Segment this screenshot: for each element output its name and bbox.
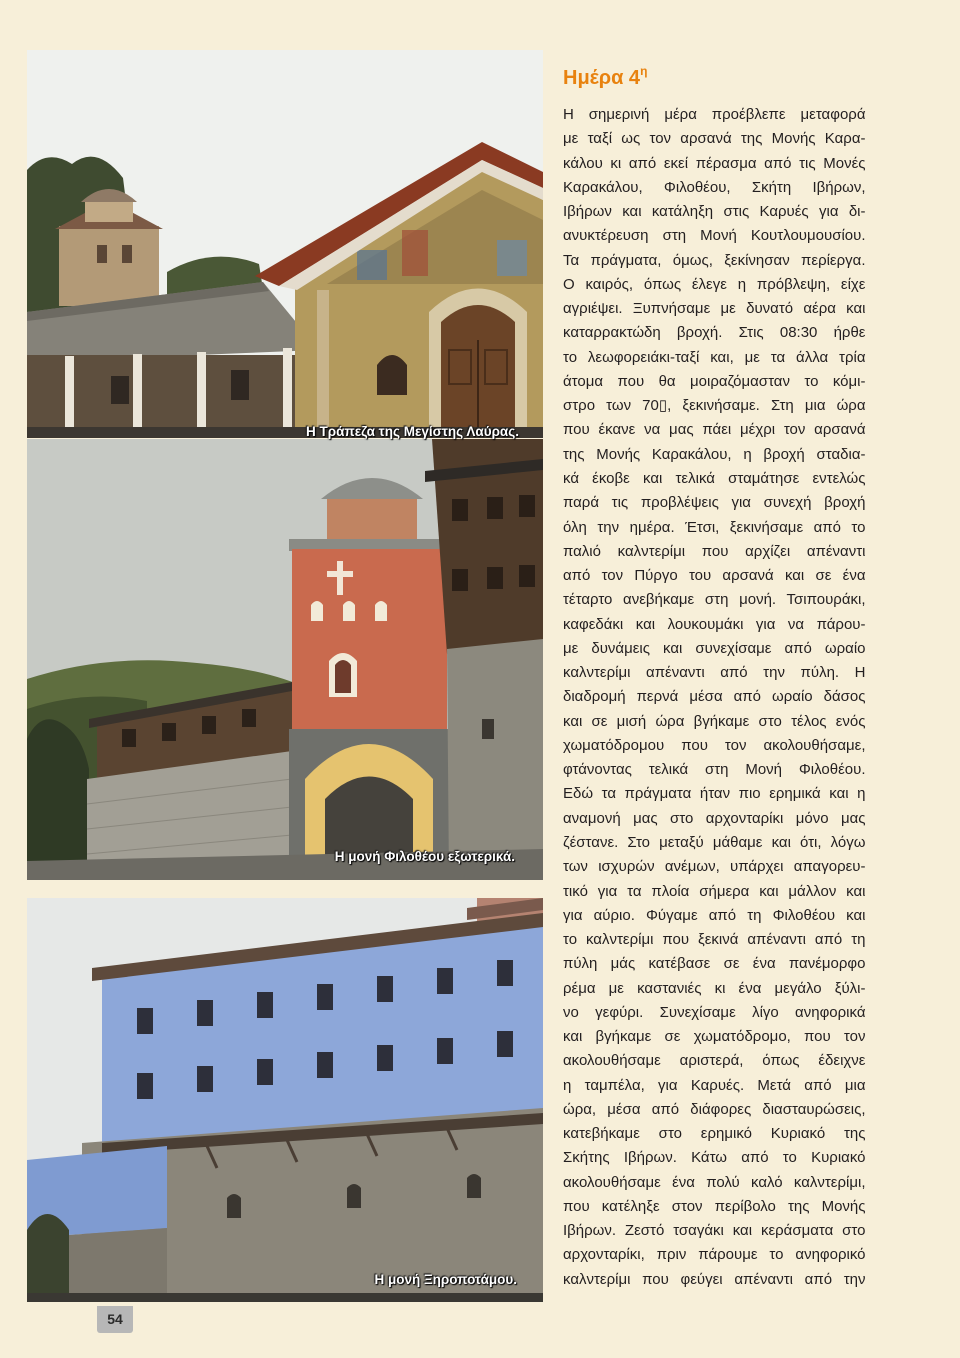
body-text-line-text: αγριέψει. Ξυπνήσαμε με δυνατό αέρα και xyxy=(563,300,866,318)
body-text-line-text: Η σημερινή μέρα προέβλεπε μεταφορά xyxy=(563,106,866,123)
body-text-line xyxy=(563,297,866,321)
body-text-line-text: και βγήκαμε σε χωματόδρομο, που τον xyxy=(563,1028,866,1046)
body-text-line xyxy=(563,1219,866,1243)
body-text-line-text: ρέμα με καστανιές κι ένα μεγάλο ξύλι- xyxy=(563,979,866,997)
photo-filotheou-monastery-exterior xyxy=(27,439,543,880)
body-text-line-text: ακολουθήσαμε αριστερά, όπως έδειχνε xyxy=(563,1052,866,1070)
body-text-line-text: ώρα, μέσα από διάφορες διασταυρώσεις, xyxy=(563,1100,866,1118)
body-text-line xyxy=(563,103,866,127)
body-text-line-text: της Μονής Καρακάλου, η βροχή σταδια- xyxy=(563,445,866,463)
photo-filotheou-image xyxy=(27,439,543,880)
body-text-line-text: τέταρτο ανεβήκαμε στη μονή. Τσιπουράκι, xyxy=(563,591,866,609)
body-text-line xyxy=(563,273,866,297)
body-text-line xyxy=(563,1268,866,1292)
body-text-line-text: το λεωφορειάκι-ταξί και, με τα άλλα τρία xyxy=(563,348,866,366)
photo-refectory-image xyxy=(27,50,543,438)
body-text-line-text: η ταμπέλα, για Καρυές. Μετά από μια xyxy=(563,1076,866,1094)
body-text-line xyxy=(563,564,866,588)
page-number: 54 xyxy=(97,1306,133,1333)
body-text-line-text: για αύριο. Φύγαμε από τη Φιλοθέου και xyxy=(563,906,866,924)
photo-caption: Η μονή Ξηροποτάμου. xyxy=(374,1272,517,1287)
body-text-line xyxy=(563,321,866,345)
body-text-line-text: Εδώ τα πράγματα ήταν πιο ερημικά και η xyxy=(563,785,866,803)
body-text-line-text: κά έκοβε και τελικά σταμάτησε εντελώς xyxy=(563,469,866,487)
body-text-line-text: ανυκτέρευση στη Μονή Κουτλουμουσίου. xyxy=(563,227,866,245)
body-text-line xyxy=(563,977,866,1001)
body-text-line xyxy=(563,152,866,176)
body-text-line-text: από τον Πύργο του αρσανά και σε ένα xyxy=(563,567,866,585)
body-text-line xyxy=(563,1243,866,1267)
body-text-line xyxy=(563,855,866,879)
body-text-line-text: των ισχυρών ανέμων, υπάρχει απαγορευ- xyxy=(563,858,866,876)
photo-megisti-lavra-refectory xyxy=(27,50,543,438)
body-text-line xyxy=(563,224,866,248)
body-text-line-text: κάλου κι από εκεί πέρασμα από τις Μονές xyxy=(563,154,866,172)
body-text-line xyxy=(563,200,866,224)
body-text-line-text: παρά τις προβλέψεις για συνεχή βροχή xyxy=(563,494,866,512)
body-text-line-text: Ιβήρων. Ζεστό τσαγάκι και κεράσματα στο xyxy=(563,1222,866,1240)
body-text-line-text: πύλη μάς κατέβασε σε ένα πανέμορφο xyxy=(563,955,866,973)
body-text-line xyxy=(563,782,866,806)
body-text-line xyxy=(563,467,866,491)
body-text-line xyxy=(563,928,866,952)
body-text-line-text: καφεδάκι και λουκουμάκι για να πάρου- xyxy=(563,615,866,633)
body-text-line-text: αναμονή μας στο αρχονταρίκι μόνο μας xyxy=(563,809,866,827)
body-text-line xyxy=(563,1098,866,1122)
body-text-line xyxy=(563,685,866,709)
body-text-line xyxy=(563,1171,866,1195)
body-text-line-text: ζέστανε. Στο μεταξύ μάθαμε και ότι, λόγω xyxy=(563,833,866,851)
body-text-line xyxy=(563,1025,866,1049)
body-text-line xyxy=(563,516,866,540)
body-text-line-text: Σκήτης Ιβήρων. Κάτω από το Κυριακό xyxy=(563,1149,866,1167)
body-text-line xyxy=(563,1195,866,1219)
article-heading-text: Ημέρα 4 xyxy=(563,67,641,89)
body-text-line-text: που κατέληξε στον περίβολο της Μονής xyxy=(563,1197,866,1215)
body-text-line-text: Ο καιρός, όπως έλεγε η πρόβλεψη, είχε xyxy=(563,275,866,293)
body-text-line xyxy=(563,1122,866,1146)
body-text-line-text: με ταξί ως τον αρσανά της Μονής Καρα- xyxy=(563,130,866,148)
body-text-line-text: καλντερίμι απέναντι από την πύλη. Η xyxy=(563,664,866,682)
body-text-line-text: με δυνάμεις και συνεχίσαμε από ωραίο xyxy=(563,639,866,657)
body-text-line xyxy=(563,394,866,418)
body-text-line xyxy=(563,346,866,370)
photo-caption: Η μονή Φιλοθέου εξωτερικά. xyxy=(334,849,515,864)
body-text-line xyxy=(563,710,866,734)
body-text-line xyxy=(563,758,866,782)
left-lower-wing xyxy=(27,1146,167,1302)
body-text-line-text: το καλντερίμι που ξεκινά απέναντι από τη xyxy=(563,931,866,949)
body-text-line-text: τικό για τα πλοία σήμερα και μάλλον και xyxy=(563,882,866,900)
article-body xyxy=(563,103,866,1292)
body-text-line xyxy=(563,831,866,855)
body-text-line xyxy=(563,1074,866,1098)
body-text-line-text: που έκανε να μας πάει μέχρι τον αρσανά xyxy=(563,421,866,439)
body-text-line xyxy=(563,1001,866,1025)
body-text-line xyxy=(563,127,866,151)
article-heading-superscript: η xyxy=(640,64,648,78)
body-text-line xyxy=(563,904,866,928)
body-text-line-text: αρχονταρίκι, πριν πάρουμε το ανηφορικό xyxy=(563,1246,866,1264)
body-text-line xyxy=(563,1049,866,1073)
body-text-line-text: καταρρακτώδη βροχή. Στις 08:30 ήρθε xyxy=(563,324,866,342)
article-column xyxy=(563,65,866,1292)
body-text-line xyxy=(563,249,866,273)
body-text-line-text: παλιό καλντερίμι που αρχίζει απέναντι xyxy=(563,542,866,560)
article-heading xyxy=(563,65,866,103)
body-text-line xyxy=(563,418,866,442)
body-text-line-text: χωματόδρομου που τον ακολουθήσαμε, xyxy=(563,736,866,754)
body-text-line xyxy=(563,491,866,515)
body-text-line xyxy=(563,807,866,831)
body-text-line-text: ακολουθήσαμε ένα πολύ καλό καλντερίμι, xyxy=(563,1173,866,1191)
body-text-line xyxy=(563,661,866,685)
body-text-line-text: νο γεφύρι. Συνεχίσαμε λίγο ανηφορικά xyxy=(563,1003,866,1021)
body-text-line-text: διαδρομή περνά μέσα από ωραίο δάσος xyxy=(563,688,866,706)
body-text-line-text: άτομα που θα μοιραζόμασταν το κόμι- xyxy=(563,372,866,390)
photo-xiropotamou-image xyxy=(27,898,543,1302)
body-text-line-text: φτάνοντας τελικά στη Μονή Φιλοθέου. xyxy=(563,761,866,779)
body-text-line-text: στρο των 70▯, ξεκινήσαμε. Στη μια ώρα xyxy=(563,397,866,415)
body-text-line-text: κατεβήκαμε στο ερημικό Κυριακό της xyxy=(563,1125,866,1143)
body-text-line xyxy=(563,443,866,467)
body-text-line-text: όλη την ημέρα. Έτσι, ξεκινήσαμε από το xyxy=(563,518,866,536)
body-text-line xyxy=(563,734,866,758)
body-text-line-text: και σε μισή ώρα βγήκαμε στο τέλος ενός xyxy=(563,712,866,730)
body-text-line xyxy=(563,637,866,661)
body-text-line xyxy=(563,952,866,976)
body-text-line xyxy=(563,370,866,394)
photo-xiropotamou-monastery xyxy=(27,898,543,1302)
body-text-line xyxy=(563,588,866,612)
photo-caption: Η Τράπεζα της Μεγίστης Λαύρας. xyxy=(306,424,519,439)
body-text-line-text: Καρακάλου, Φιλοθέου, Σκήτη Ιβήρων, xyxy=(563,178,866,196)
body-text-line xyxy=(563,176,866,200)
body-text-line xyxy=(563,880,866,904)
body-text-line xyxy=(563,613,866,637)
body-text-line xyxy=(563,1146,866,1170)
body-text-line-text: Τα πράγματα, όμως, ξεκίνησαν περίεργα. xyxy=(563,251,866,269)
body-text-line-text: Ιβήρων και κατάληξη στις Καρυές για δι- xyxy=(563,203,866,221)
body-text-line xyxy=(563,540,866,564)
body-text-line-text: καλντερίμι που φεύγει απέναντι από την xyxy=(563,1270,866,1288)
